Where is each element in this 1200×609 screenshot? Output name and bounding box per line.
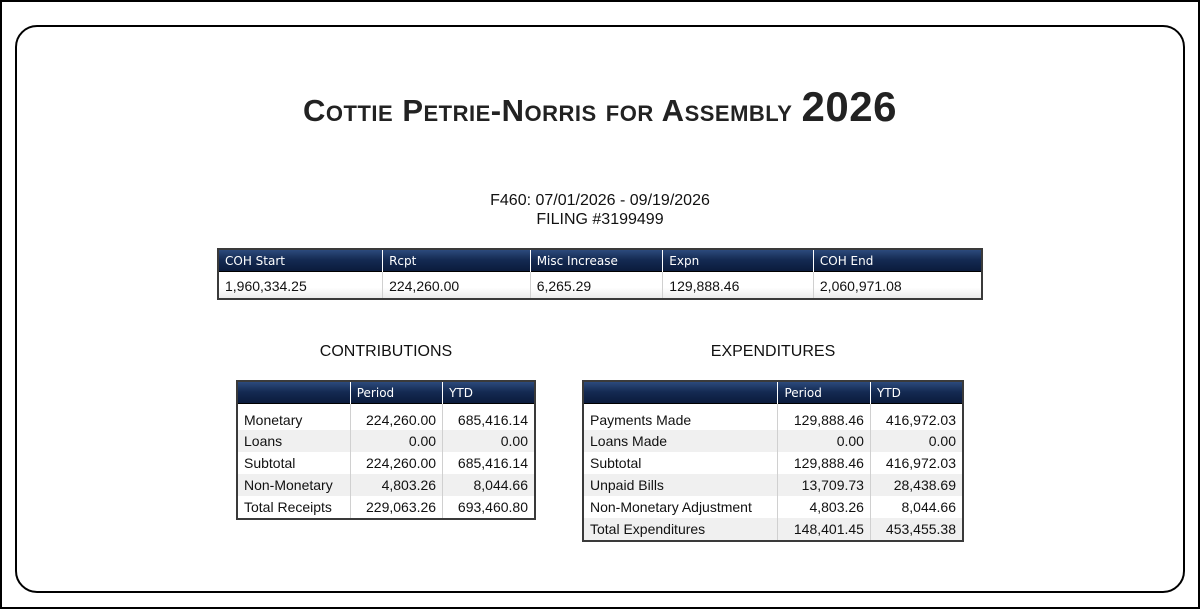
row-ytd: 8,044.66 [870, 496, 963, 518]
row-label: Loans [237, 430, 350, 452]
expenditures-header-label [583, 381, 778, 404]
row-label: Subtotal [237, 452, 350, 474]
table-row [583, 404, 963, 430]
row-label: Payments Made [583, 404, 778, 430]
expenditures-header-ytd: YTD [870, 381, 963, 404]
table-row [237, 430, 535, 452]
title-committee-name: Cottie Petrie-Norris for Assembly [303, 93, 802, 128]
row-ytd: 0.00 [443, 430, 535, 452]
contributions-header-row [237, 381, 535, 404]
table-row [583, 452, 963, 474]
contributions-header-ytd: YTD [443, 381, 535, 404]
value-rcpt: 224,260.00 [383, 272, 531, 299]
row-period: 224,260.00 [350, 452, 442, 474]
table-row [237, 452, 535, 474]
table-row [237, 404, 535, 430]
row-period: 0.00 [350, 430, 442, 452]
filing-info [0, 191, 1200, 229]
value-coh-end: 2,060,971.08 [813, 272, 982, 299]
row-period: 229,063.26 [350, 496, 442, 519]
contributions-heading: CONTRIBUTIONS [319, 343, 453, 360]
value-expn: 129,888.46 [663, 272, 814, 299]
row-ytd: 416,972.03 [870, 452, 963, 474]
expenditures-header-row [583, 381, 963, 404]
expenditures-header-period: Period [778, 381, 871, 404]
row-ytd: 685,416.14 [443, 404, 535, 430]
header-coh-start: COH Start [218, 249, 383, 272]
header-misc-increase: Misc Increase [530, 249, 663, 272]
value-coh-start: 1,960,334.25 [218, 272, 383, 299]
filing-number: FILING #3199499 [536, 211, 664, 228]
contributions-header-period: Period [350, 381, 442, 404]
row-period: 13,709.73 [778, 474, 871, 496]
contributions-table [236, 380, 536, 520]
table-row [237, 496, 535, 519]
table-row [583, 430, 963, 452]
value-misc-increase: 6,265.29 [530, 272, 663, 299]
page-title [0, 82, 1200, 132]
row-period: 0.00 [778, 430, 871, 452]
header-rcpt: Rcpt [383, 249, 531, 272]
row-ytd: 416,972.03 [870, 404, 963, 430]
table-row [237, 474, 535, 496]
row-period: 224,260.00 [350, 404, 442, 430]
filing-period: F460: 07/01/2026 - 09/19/2026 [490, 192, 710, 209]
table-row [583, 496, 963, 518]
row-label: Non-Monetary [237, 474, 350, 496]
row-label: Subtotal [583, 452, 778, 474]
title-year: 2026 [801, 83, 897, 130]
row-ytd: 28,438.69 [870, 474, 963, 496]
row-label: Unpaid Bills [583, 474, 778, 496]
row-period: 129,888.46 [778, 452, 871, 474]
summary-table [217, 248, 983, 300]
header-expn: Expn [663, 249, 814, 272]
row-ytd: 693,460.80 [443, 496, 535, 519]
row-ytd: 8,044.66 [443, 474, 535, 496]
row-ytd: 0.00 [870, 430, 963, 452]
row-ytd: 453,455.38 [870, 518, 963, 541]
row-label: Monetary [237, 404, 350, 430]
row-ytd: 685,416.14 [443, 452, 535, 474]
summary-header-row [218, 249, 982, 272]
row-label: Total Expenditures [583, 518, 778, 541]
table-row [583, 474, 963, 496]
summary-value-row [218, 272, 982, 299]
row-period: 4,803.26 [350, 474, 442, 496]
row-period: 148,401.45 [778, 518, 871, 541]
row-period: 129,888.46 [778, 404, 871, 430]
row-label: Non-Monetary Adjustment [583, 496, 778, 518]
table-row [583, 518, 963, 541]
header-coh-end: COH End [813, 249, 982, 272]
expenditures-heading: EXPENDITURES [710, 343, 836, 360]
row-label: Total Receipts [237, 496, 350, 519]
row-label: Loans Made [583, 430, 778, 452]
contributions-header-label [237, 381, 350, 404]
row-period: 4,803.26 [778, 496, 871, 518]
expenditures-table [582, 380, 964, 542]
